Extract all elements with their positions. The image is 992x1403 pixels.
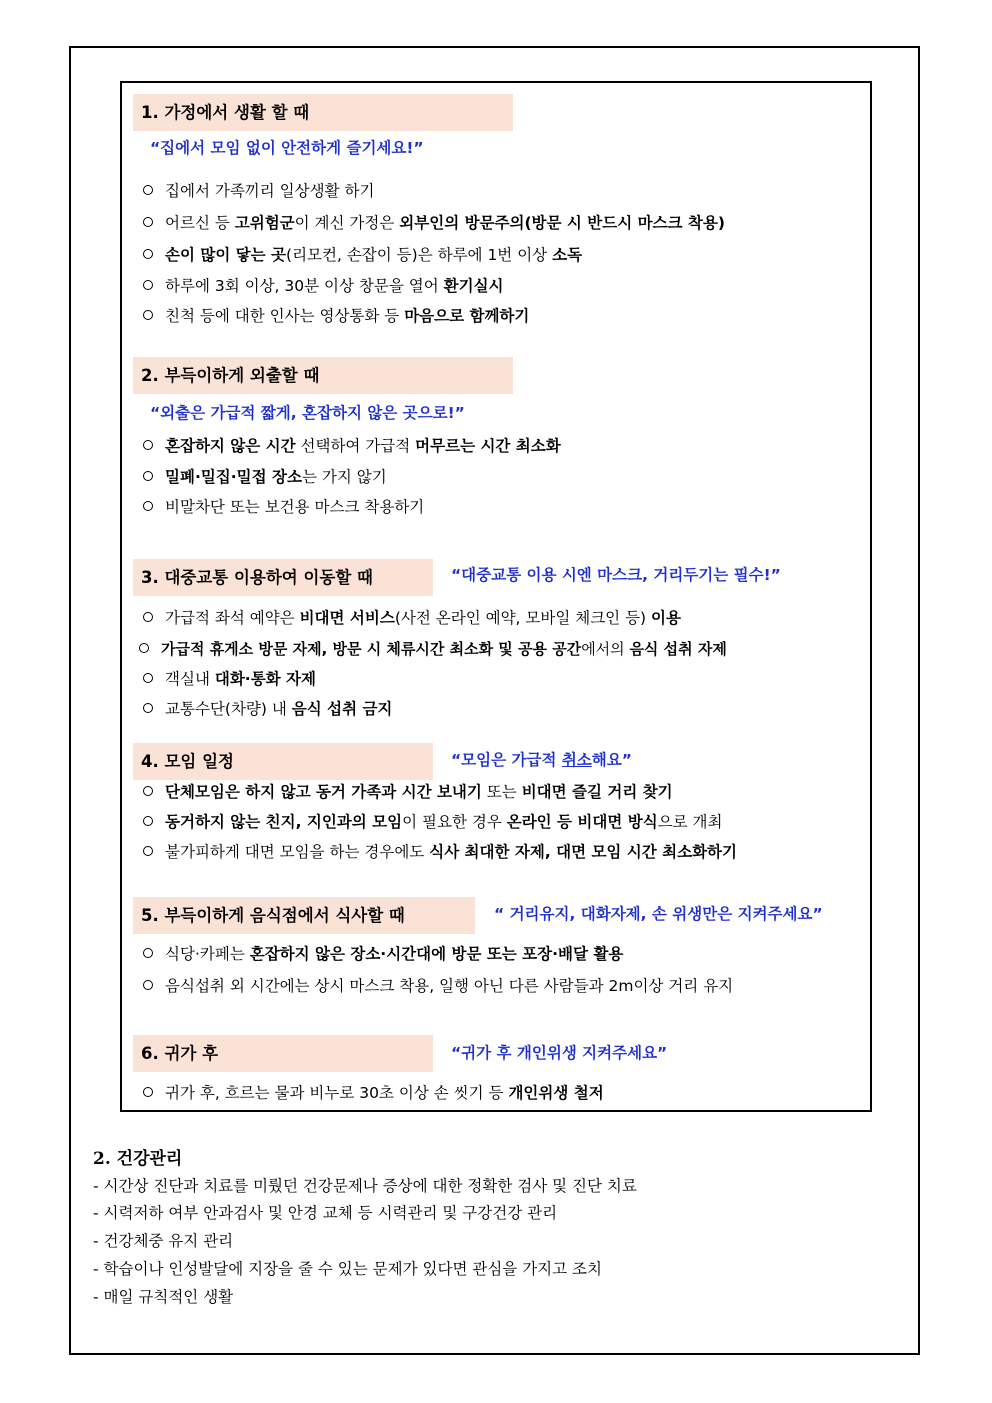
body-text: 가급적 좌석 예약은	[165, 609, 300, 627]
list-item	[139, 639, 727, 659]
section-slogan: “ 거리유지, 대화자제, 손 위생만은 지켜주세요”	[494, 905, 823, 923]
section-heading: 3. 대중교통 이용하여 이동할 때	[133, 559, 433, 596]
list-item	[143, 812, 723, 832]
emphasis-text: 식사 최대한 자제, 대면 모임 시간 최소화하기	[429, 843, 737, 861]
body-text: 선택하여 가급적	[295, 437, 416, 455]
list-item	[143, 699, 392, 719]
section-heading: 4. 모임 일정	[133, 743, 433, 780]
section-slogan: “외출은 가급적 짧게, 혼잡하지 않은 곳으로!”	[150, 404, 465, 422]
section-slogan: “집에서 모임 없이 안전하게 즐기세요!”	[150, 139, 424, 157]
list-item	[143, 467, 387, 487]
body-text: 불가피하게 대면 모임을 하는 경우에도	[165, 843, 430, 861]
list-item	[143, 944, 623, 964]
bullet-circle-icon	[143, 816, 153, 826]
emphasis-text: 외부인의 방문주의(방문 시 반드시 마스크 착용)	[399, 214, 725, 232]
health-item: - 학습이나 인성발달에 지장을 줄 수 있는 문제가 있다면 관심을 가지고 조치	[93, 1260, 602, 1278]
body-text: 이 계신 가정은	[294, 214, 400, 232]
health-item: - 매일 규칙적인 생활	[93, 1288, 234, 1306]
bullet-circle-icon	[139, 643, 149, 653]
bullet-circle-icon	[143, 612, 153, 622]
list-item	[143, 842, 737, 862]
body-text: 친척 등에 대한 인사는 영상통화 등	[165, 307, 405, 325]
emphasis-text: 비대면 서비스	[299, 609, 395, 627]
body-text: 식당·카페는	[165, 945, 250, 963]
emphasis-text: 손이 많이 닿는 곳	[165, 246, 287, 264]
emphasis-text: 음식 섭취 자제	[629, 640, 727, 658]
body-text: 교통수단(차량) 내	[165, 700, 292, 718]
body-text: 어르신 등	[165, 214, 235, 232]
emphasis-text: 이용	[651, 609, 681, 627]
health-item: - 시력저하 여부 안과검사 및 안경 교체 등 시력관리 및 구강건강 관리	[93, 1204, 558, 1222]
emphasis-text: 머무르는 시간 최소화	[415, 437, 561, 455]
bullet-circle-icon	[143, 310, 153, 320]
section-slogan: “귀가 후 개인위생 지켜주세요”	[451, 1044, 668, 1062]
body-text: 객실내	[165, 670, 215, 688]
section-slogan: “대중교통 이용 시엔 마스크, 거리두기는 필수!”	[451, 566, 781, 584]
slogan-text: 해요”	[591, 751, 632, 769]
body-text: 음식섭취 외 시간에는 상시 마스크 착용, 일행 아닌 다른 사람들과 2m이상 거리 유지	[165, 977, 734, 995]
section-heading: 2. 부득이하게 외출할 때	[133, 357, 513, 394]
emphasis-text: 가급적 휴게소 방문 자제, 방문 시 체류시간 최소화 및 공용 공간	[161, 640, 582, 658]
list-item	[143, 976, 733, 996]
body-text: 하루에 3회 이상, 30분 이상 창문을 열어	[165, 277, 444, 295]
list-item	[143, 436, 561, 456]
bullet-circle-icon	[143, 501, 153, 511]
list-item	[143, 1083, 604, 1103]
emphasis-text: 비대면 즐길 거리 찾기	[521, 783, 673, 801]
body-text: (사전 온라인 예약, 모바일 체크인 등)	[394, 609, 652, 627]
body-text: (리모컨, 손잡이 등)은 하루에 1번 이상	[286, 246, 553, 264]
emphasis-text: 혼잡하지 않은 장소·시간대에 방문 또는 포장·배달 활용	[249, 945, 624, 963]
bullet-circle-icon	[143, 440, 153, 450]
emphasis-text: 고위험군	[234, 214, 295, 232]
section-heading: 5. 부득이하게 음식점에서 식사할 때	[133, 897, 475, 934]
list-item	[143, 213, 725, 233]
list-item	[143, 276, 504, 296]
emphasis-text: 소독	[552, 246, 583, 264]
bullet-circle-icon	[143, 185, 153, 195]
bullet-circle-icon	[143, 786, 153, 796]
body-text: 귀가 후, 흐르는 물과 비누로 30초 이상 손 씻기 등	[165, 1084, 509, 1102]
body-text: 는 가지 않기	[301, 468, 387, 486]
list-item	[143, 181, 374, 201]
list-item	[143, 608, 681, 628]
body-text: 에서의	[581, 640, 630, 658]
health-title: 2. 건강관리	[93, 1149, 183, 1169]
slogan-text: “모임은 가급적	[451, 751, 562, 769]
bullet-circle-icon	[143, 249, 153, 259]
bullet-circle-icon	[143, 846, 153, 856]
list-item	[143, 497, 424, 517]
emphasis-text: 대화·통화 자제	[214, 670, 316, 688]
body-text: 이 필요한 경우	[402, 813, 507, 831]
emphasis-text: 단체모임은 하지 않고 동거 가족과 시간 보내기	[165, 783, 482, 801]
emphasis-text: 개인위생 철저	[508, 1084, 604, 1102]
emphasis-text: 밀폐·밀집·밀접 장소	[165, 468, 302, 486]
list-item	[143, 245, 582, 265]
bullet-circle-icon	[143, 948, 153, 958]
section-heading: 1. 가정에서 생활 할 때	[133, 94, 513, 131]
bullet-circle-icon	[143, 980, 153, 990]
emphasis-text: 동거하지 않는 친지, 지인과의 모임	[165, 813, 403, 831]
body-text: 비말차단 또는 보건용 마스크 착용하기	[165, 498, 425, 516]
section-slogan	[451, 750, 632, 770]
list-item	[143, 306, 529, 326]
bullet-circle-icon	[143, 471, 153, 481]
list-item	[143, 669, 316, 689]
emphasis-text: 온라인 등 비대면 방식	[506, 813, 658, 831]
bullet-circle-icon	[143, 703, 153, 713]
emphasis-text: 환기실시	[443, 277, 504, 295]
bullet-circle-icon	[143, 1087, 153, 1097]
body-text: 또는	[481, 783, 522, 801]
body-text: 으로 개최	[657, 813, 723, 831]
health-item: - 시간상 진단과 치료를 미뤘던 건강문제나 증상에 대한 정확한 검사 및 진단 치료	[93, 1177, 637, 1195]
list-item	[143, 782, 673, 802]
body-text: 집에서 가족끼리 일상생활 하기	[165, 182, 375, 200]
slogan-underlined: 취소	[561, 751, 592, 769]
health-item: - 건강체중 유지 관리	[93, 1232, 234, 1250]
bullet-circle-icon	[143, 217, 153, 227]
section-heading: 6. 귀가 후	[133, 1035, 433, 1072]
bullet-circle-icon	[143, 280, 153, 290]
emphasis-text: 마음으로 함께하기	[404, 307, 530, 325]
emphasis-text: 음식 섭취 금지	[291, 700, 393, 718]
emphasis-text: 혼잡하지 않은 시간	[165, 437, 296, 455]
bullet-circle-icon	[143, 673, 153, 683]
